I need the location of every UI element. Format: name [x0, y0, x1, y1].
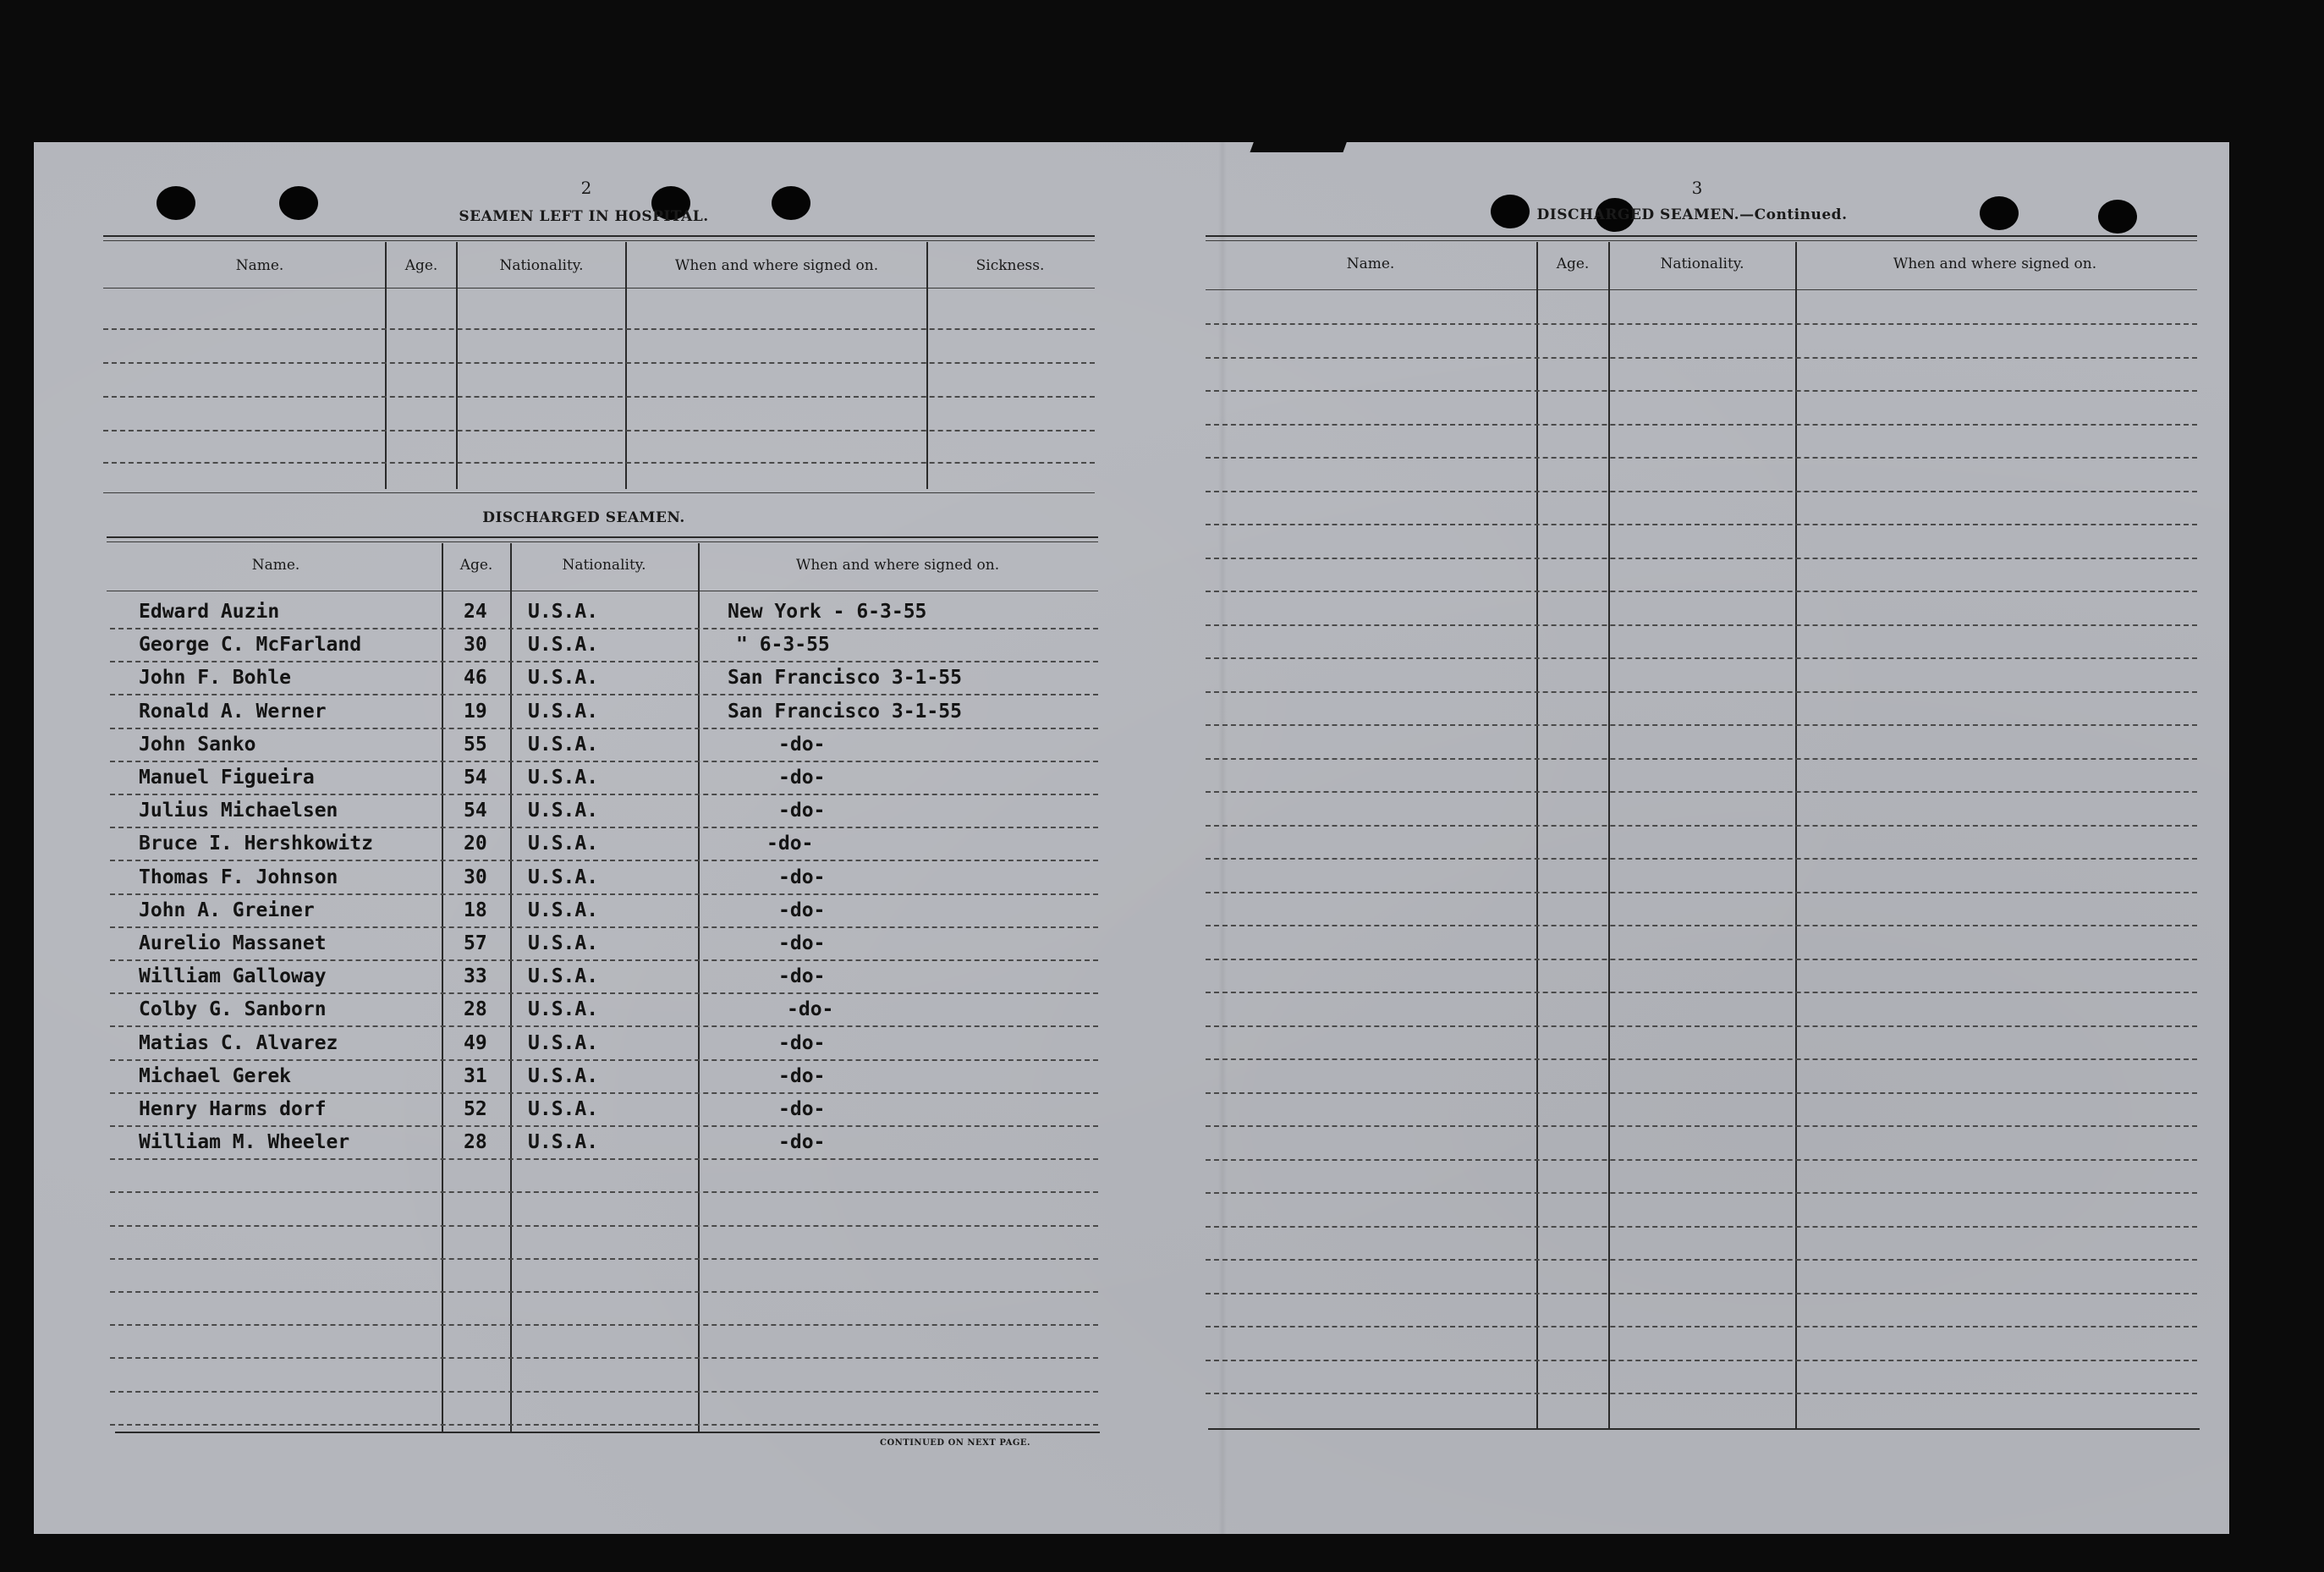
ruled-line — [110, 761, 1098, 762]
seaman-signed-on: -do- — [766, 833, 814, 855]
seaman-age: 55 — [464, 733, 487, 756]
ruled-line — [1206, 1393, 2197, 1394]
ruled-line — [1206, 892, 2197, 893]
ruled-line — [1206, 1058, 2197, 1060]
table-rule — [1206, 235, 2197, 237]
seaman-age: 54 — [464, 767, 487, 789]
seaman-signed-on: -do- — [778, 1131, 826, 1154]
seaman-signed-on: New York - 6-3-55 — [728, 601, 927, 623]
ruled-line — [110, 1092, 1098, 1094]
table-row — [34, 1064, 1100, 1096]
col-header-age: Age. — [404, 257, 438, 274]
seaman-nationality: U.S.A. — [528, 965, 599, 988]
table-rule — [1206, 289, 2197, 290]
col-header-nationality: Nationality. — [499, 257, 584, 274]
table-row — [34, 865, 1100, 897]
ruled-line — [1206, 457, 2197, 459]
seaman-signed-on: San Francisco 3-1-55 — [728, 700, 962, 723]
ruled-line — [1206, 657, 2197, 659]
table-row — [34, 964, 1100, 996]
ruled-line — [110, 728, 1098, 729]
col-header-signed-on: When and where signed on. — [1893, 256, 2097, 272]
table-row — [34, 699, 1100, 731]
seaman-nationality: U.S.A. — [528, 767, 599, 789]
table-rule — [107, 541, 1098, 542]
seaman-name: Thomas F. Johnson — [139, 866, 338, 888]
table-row — [34, 798, 1100, 830]
ruled-line — [1206, 1159, 2197, 1161]
page-number: 2 — [580, 178, 592, 198]
ruled-line — [110, 1424, 1098, 1426]
seaman-age: 24 — [464, 601, 487, 623]
seaman-name: Michael Gerek — [139, 1064, 292, 1087]
ruled-line — [110, 860, 1098, 861]
seaman-signed-on: -do- — [778, 1098, 826, 1120]
table-row — [34, 931, 1100, 963]
table-row — [34, 1097, 1100, 1129]
ruled-line — [1206, 624, 2197, 626]
ruled-line — [1206, 691, 2197, 693]
ruled-line — [110, 628, 1098, 629]
seaman-nationality: U.S.A. — [528, 998, 599, 1021]
table-rule — [103, 492, 1095, 493]
punch-hole — [279, 186, 318, 220]
seaman-name: Julius Michaelsen — [139, 800, 338, 822]
ruled-line — [1206, 858, 2197, 860]
col-divider — [1608, 242, 1610, 1428]
ruled-line — [1206, 390, 2197, 392]
col-header-sickness: Sickness. — [975, 257, 1045, 274]
ruled-line — [110, 1391, 1098, 1393]
seaman-age: 46 — [464, 667, 487, 690]
seaman-nationality: U.S.A. — [528, 733, 599, 756]
seaman-nationality: U.S.A. — [528, 601, 599, 623]
seaman-nationality: U.S.A. — [528, 1031, 599, 1054]
table-row — [34, 831, 1100, 863]
ruled-line — [103, 362, 1095, 364]
seaman-nationality: U.S.A. — [528, 700, 599, 723]
seaman-name: John Sanko — [139, 733, 256, 756]
ruled-line — [110, 1357, 1098, 1359]
seaman-age: 18 — [464, 899, 487, 921]
ruled-line — [1206, 1192, 2197, 1194]
ruled-line — [1206, 959, 2197, 960]
seaman-nationality: U.S.A. — [528, 866, 599, 888]
table-rule — [107, 536, 1098, 538]
hospital-section-title: SEAMEN LEFT IN HOSPITAL. — [459, 208, 709, 225]
ruled-line — [1206, 323, 2197, 325]
seaman-age: 28 — [464, 998, 487, 1021]
ruled-line — [1206, 1125, 2197, 1127]
seaman-nationality: U.S.A. — [528, 800, 599, 822]
seaman-name: Aurelio Massanet — [139, 932, 327, 954]
seaman-name: Manuel Figueira — [139, 767, 315, 789]
seaman-age: 52 — [464, 1098, 487, 1120]
seaman-name: George C. McFarland — [139, 634, 362, 657]
col-header-name: Name. — [235, 257, 284, 274]
ruled-line — [110, 661, 1098, 662]
ruled-line — [1206, 524, 2197, 525]
seaman-name: Edward Auzin — [139, 601, 280, 623]
ruled-line — [1206, 357, 2197, 359]
ruled-line — [110, 1125, 1098, 1127]
ruled-line — [110, 1291, 1098, 1293]
seaman-signed-on: -do- — [778, 965, 826, 988]
col-header-age: Age. — [459, 557, 493, 574]
ruled-line — [1206, 825, 2197, 827]
ruled-line — [110, 1158, 1098, 1160]
ruled-line — [1206, 1326, 2197, 1327]
table-row — [34, 997, 1100, 1029]
punch-hole — [1980, 196, 2019, 230]
col-divider — [926, 242, 928, 489]
seaman-signed-on: -do- — [787, 998, 834, 1021]
ruled-line — [110, 694, 1098, 695]
seaman-name: William M. Wheeler — [139, 1131, 350, 1154]
table-row — [34, 732, 1100, 764]
table-row — [34, 898, 1100, 930]
col-header-age: Age. — [1556, 256, 1590, 272]
ruled-line — [1206, 724, 2197, 726]
seaman-age: 30 — [464, 634, 487, 657]
seaman-age: 33 — [464, 965, 487, 988]
record-sheet — [34, 142, 2229, 1534]
ruled-line — [110, 1258, 1098, 1260]
ruled-line — [1206, 925, 2197, 926]
ruled-line — [1206, 1092, 2197, 1094]
seaman-age: 28 — [464, 1131, 487, 1154]
col-header-name: Name. — [251, 557, 300, 574]
table-row — [34, 1031, 1100, 1063]
seaman-age: 54 — [464, 800, 487, 822]
table-row — [34, 665, 1100, 697]
col-header-nationality: Nationality. — [1660, 256, 1744, 272]
col-divider — [1795, 242, 1797, 1428]
ruled-line — [1206, 1259, 2197, 1261]
ruled-line — [110, 1191, 1098, 1193]
ruled-line — [110, 1225, 1098, 1227]
col-divider — [456, 242, 458, 489]
col-header-signed-on: When and where signed on. — [795, 557, 1000, 574]
ruled-line — [110, 992, 1098, 994]
seaman-signed-on: -do- — [778, 767, 826, 789]
ruled-line — [103, 462, 1095, 464]
ruled-line — [110, 827, 1098, 828]
table-rule — [1208, 1428, 2200, 1430]
ruled-line — [1206, 758, 2197, 760]
seaman-age: 30 — [464, 866, 487, 888]
table-row — [34, 599, 1100, 631]
seaman-signed-on: -do- — [778, 733, 826, 756]
table-rule — [103, 240, 1095, 241]
punch-hole — [157, 186, 195, 220]
seaman-signed-on: San Francisco 3-1-55 — [728, 667, 962, 690]
ruled-line — [110, 1059, 1098, 1061]
table-row — [34, 765, 1100, 797]
col-divider — [1536, 242, 1538, 1428]
discharged-continued-title: DISCHARGED SEAMEN.—Continued. — [1536, 206, 1848, 223]
table-row — [34, 1130, 1100, 1162]
seaman-nationality: U.S.A. — [528, 932, 599, 954]
ruled-line — [110, 926, 1098, 928]
table-rule — [1206, 240, 2197, 241]
seaman-name: John F. Bohle — [139, 667, 292, 690]
seaman-name: William Galloway — [139, 965, 327, 988]
continued-note: CONTINUED ON NEXT PAGE. — [880, 1438, 1031, 1448]
ruled-line — [1206, 491, 2197, 492]
seaman-signed-on: -do- — [778, 1064, 826, 1087]
ruled-line — [103, 328, 1095, 330]
ruled-line — [103, 396, 1095, 398]
seaman-signed-on: -do- — [778, 932, 826, 954]
seaman-nationality: U.S.A. — [528, 667, 599, 690]
col-header-name: Name. — [1346, 256, 1395, 272]
seaman-nationality: U.S.A. — [528, 634, 599, 657]
seaman-age: 19 — [464, 700, 487, 723]
ruled-line — [103, 430, 1095, 431]
seaman-signed-on: -do- — [778, 1031, 826, 1054]
seaman-nationality: U.S.A. — [528, 1064, 599, 1087]
table-rule — [103, 288, 1095, 289]
ruled-line — [110, 794, 1098, 795]
ruled-line — [1206, 791, 2197, 793]
ruled-line — [110, 1324, 1098, 1326]
seaman-age: 49 — [464, 1031, 487, 1054]
seaman-name: John A. Greiner — [139, 899, 315, 921]
table-row — [34, 632, 1100, 664]
col-header-nationality: Nationality. — [562, 557, 646, 574]
discharged-section-title: DISCHARGED SEAMEN. — [482, 509, 685, 526]
ruled-line — [1206, 591, 2197, 592]
table-rule — [115, 1432, 1100, 1433]
seaman-name: Colby G. Sanborn — [139, 998, 327, 1021]
seaman-signed-on: -do- — [778, 866, 826, 888]
ruled-line — [1206, 1226, 2197, 1228]
paper-notch — [1250, 140, 1347, 152]
ruled-line — [1206, 1025, 2197, 1027]
col-divider — [385, 242, 387, 489]
col-divider — [625, 242, 627, 489]
seaman-age: 57 — [464, 932, 487, 954]
seaman-name: Matias C. Alvarez — [139, 1031, 338, 1054]
ruled-line — [110, 893, 1098, 895]
seaman-nationality: U.S.A. — [528, 1131, 599, 1154]
ruled-line — [1206, 1293, 2197, 1294]
ruled-line — [1206, 558, 2197, 559]
ruled-line — [110, 959, 1098, 961]
seaman-name: Bruce I. Hershkowitz — [139, 833, 373, 855]
punch-hole — [2098, 200, 2137, 234]
col-header-signed-on: When and where signed on. — [674, 257, 879, 274]
seaman-signed-on: " 6-3-55 — [736, 634, 830, 657]
seaman-signed-on: -do- — [778, 800, 826, 822]
table-rule — [103, 235, 1095, 237]
seaman-name: Henry Harms dorf — [139, 1098, 327, 1120]
seaman-signed-on: -do- — [778, 899, 826, 921]
ruled-line — [1206, 424, 2197, 426]
seaman-nationality: U.S.A. — [528, 1098, 599, 1120]
ruled-line — [1206, 1360, 2197, 1361]
seaman-age: 20 — [464, 833, 487, 855]
seaman-age: 31 — [464, 1064, 487, 1087]
ruled-line — [110, 1025, 1098, 1027]
page-number: 3 — [1691, 178, 1703, 198]
ruled-line — [1206, 992, 2197, 993]
seaman-nationality: U.S.A. — [528, 899, 599, 921]
seaman-nationality: U.S.A. — [528, 833, 599, 855]
seaman-name: Ronald A. Werner — [139, 700, 327, 723]
